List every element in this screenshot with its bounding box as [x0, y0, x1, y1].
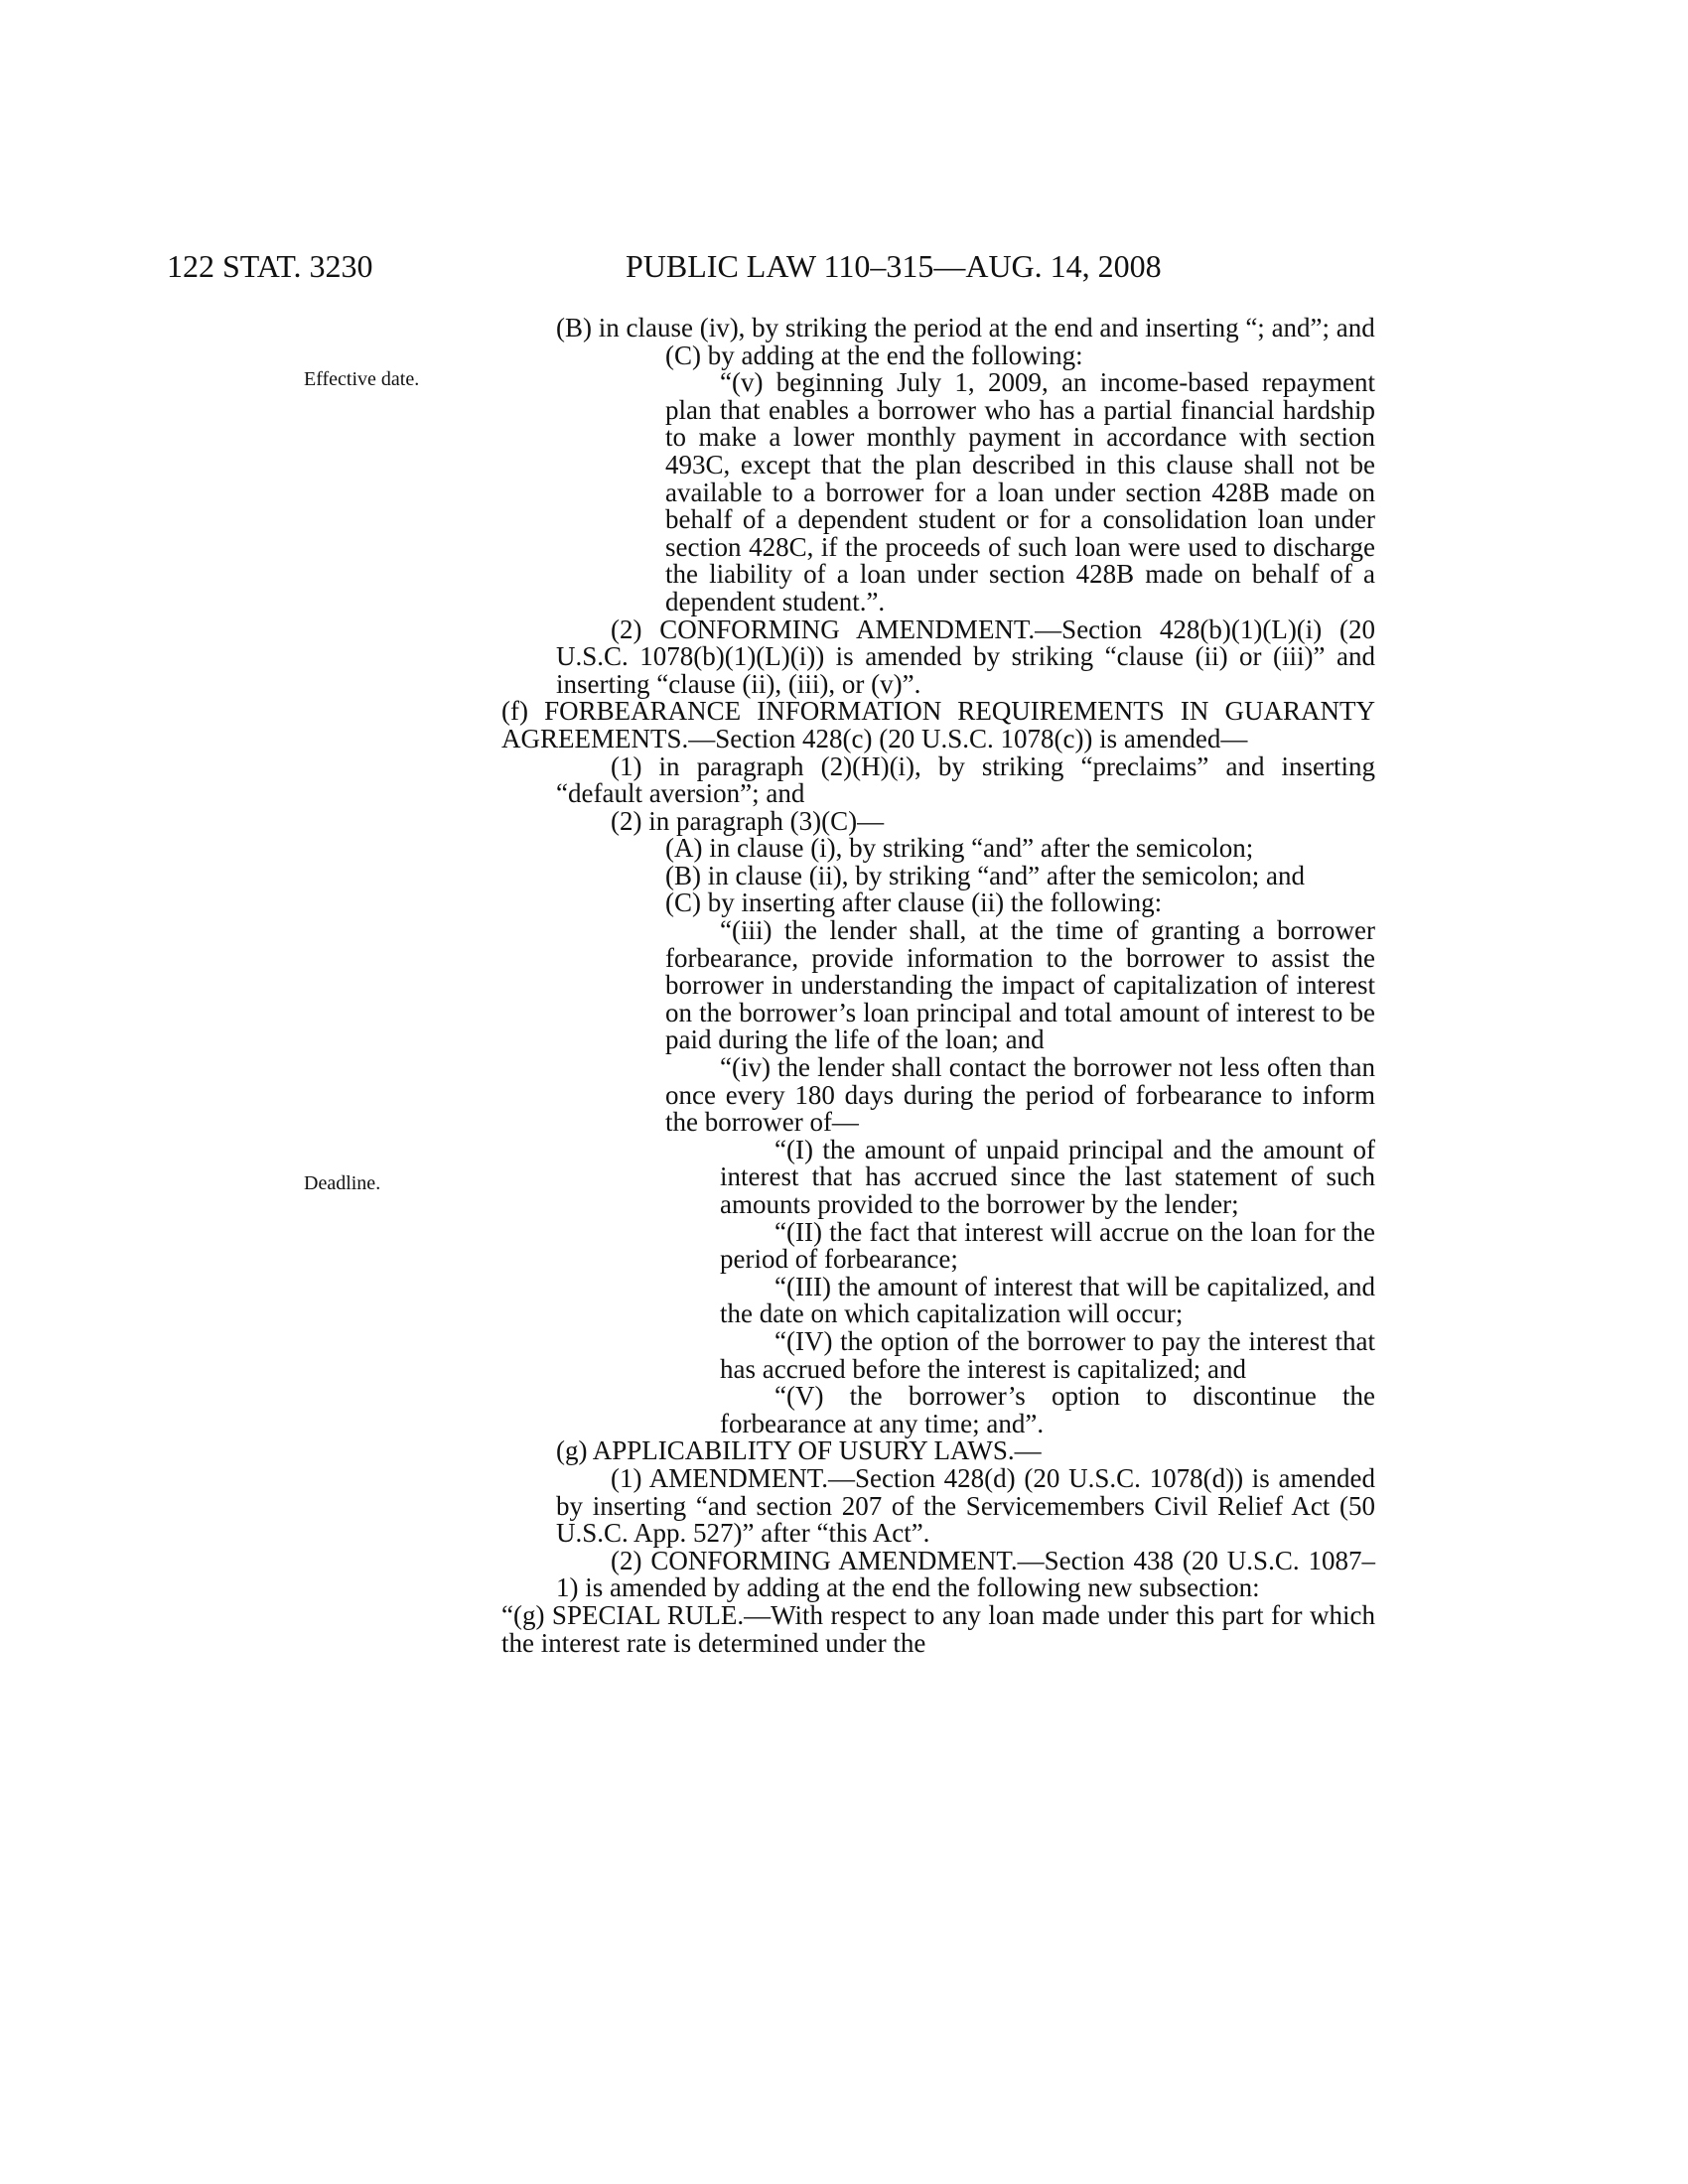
- paragraph-1-preclaims: (1) in paragraph (2)(H)(i), by striking “preclaims” and inserting “default aversion”; and: [556, 751, 1375, 809]
- conforming-amendment-2: (2) CONFORMING AMENDMENT.—Section 428(b)(1)(L)(i) (20 U.S.C. 1078(b)(1)(L)(i)) is amended by striking “clause (ii) or (iii)” and inserting “clause (ii), (iii), or (v)”.: [556, 614, 1375, 699]
- clause-iv-contact: “(iv) the lender shall contact the borrower not less often than once every 180 days during the period of forbearance to inform the borrower of—: [665, 1052, 1375, 1138]
- subclause-iii-capitalized: “(III) the amount of interest that will be capitalized, and the date on which capitalization will occur;: [720, 1271, 1375, 1329]
- subclause-i-unpaid: “(I) the amount of unpaid principal and the amount of interest that has accrued since the last statement of such amounts provided to the borrower by the lender;: [720, 1134, 1375, 1219]
- subclause-iv-option: “(IV) the option of the borrower to pay the interest that has accrued before the interest is capitalized; and: [720, 1325, 1375, 1384]
- clause-iii-lender: “(iii) the lender shall, at the time of granting a borrower forbearance, provide information to the borrower to assist the borrower in understanding the impact of capitalization of interest on the borrower’s loan principal and total amount of interest to be paid during the life of the loan; and: [665, 915, 1375, 1055]
- subparagraph-a-clause-i: (A) in clause (i), by striking “and” after the semicolon;: [665, 833, 1254, 864]
- margin-note-deadline: Deadline.: [304, 1172, 381, 1194]
- margin-note-effective-date: Effective date.: [304, 368, 420, 390]
- subparagraph-c-inserting: (C) by inserting after clause (ii) the following:: [665, 887, 1163, 918]
- paragraph-2-3c: (2) in paragraph (3)(C)—: [611, 805, 885, 836]
- subclause-v-discontinue: “(V) the borrower’s option to discontinue the forbearance at any time; and”.: [720, 1381, 1375, 1438]
- special-rule-g: “(g) SPECIAL RULE.—With respect to any loan made under this part for which the interest rate is determined under the: [501, 1599, 1375, 1658]
- paragraph-b-clause-iv: (B) in clause (iv), by striking the period at the end and inserting “; and”; and: [556, 313, 1375, 342]
- paragraph-1-amendment: (1) AMENDMENT.—Section 428(d) (20 U.S.C. 1078(d)) is amended by inserting “and section 207 of the Servicemembers Civil Relief Act (50 U.S.C. App. 527)” after “this Act”.: [556, 1462, 1375, 1549]
- paragraph-2-conforming: (2) CONFORMING AMENDMENT.—Section 438 (20 U.S.C. 1087–1) is amended by adding at the end the following new subsection:: [556, 1545, 1375, 1603]
- public-law-header: PUBLIC LAW 110–315—AUG. 14, 2008: [626, 248, 1162, 284]
- page-number-header: 122 STAT. 3230: [167, 248, 373, 284]
- subsection-f-forbearance: (f) FORBEARANCE INFORMATION REQUIREMENTS IN GUARANTY AGREEMENTS.—Section 428(c) (20 U.S.C. 1078(c)) is amended—: [501, 696, 1375, 753]
- clause-v-income-based: “(v) beginning July 1, 2009, an income-based repayment plan that enables a borrower who has a partial financial hardship to make a lower monthly payment in accordance with section 493C, except that the plan described in this clause shall not be available to a borrower for a loan under section 428B made on behalf of a dependent student or for a consolidation loan under section 428C, if the proceeds of such loan were used to discharge the liability of a loan under section 428B made on behalf of a dependent student.”.: [665, 367, 1375, 616]
- paragraph-c-adding: (C) by adding at the end the following:: [665, 340, 1083, 370]
- subsection-g-usury: (g) APPLICABILITY OF USURY LAWS.—: [556, 1435, 1042, 1466]
- subparagraph-b-clause-ii: (B) in clause (ii), by striking “and” after the semicolon; and: [665, 860, 1306, 890]
- statute-body: [501, 315, 1375, 1657]
- subclause-ii-accrue: “(II) the fact that interest will accrue on the loan for the period of forbearance;: [720, 1216, 1375, 1275]
